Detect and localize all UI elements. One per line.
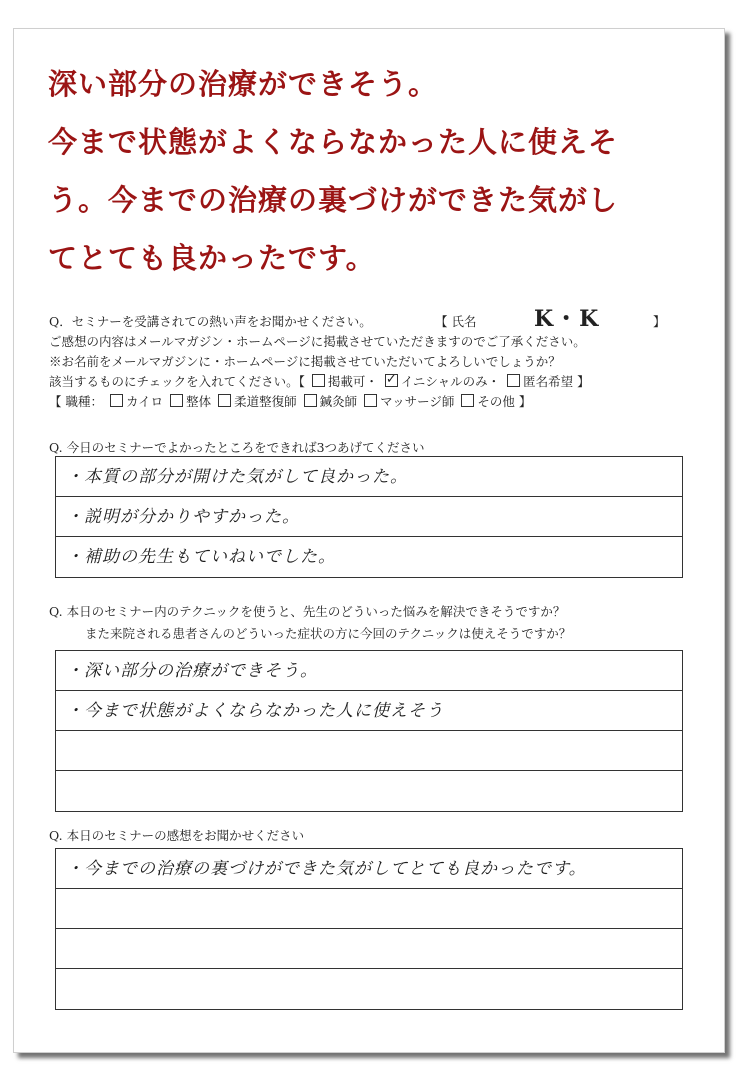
checkbox-job[interactable] [218, 394, 231, 407]
answer-line[interactable] [56, 771, 682, 811]
job-label: マッサージ師 [380, 394, 455, 409]
headline-line: 深い部分の治療ができそう。 [48, 67, 439, 101]
job-label: その他 [477, 394, 515, 409]
checkbox-job[interactable] [110, 394, 123, 407]
survey-form [43, 296, 693, 1031]
name-label: 【 氏名 [435, 314, 477, 329]
job-type-row [49, 392, 689, 412]
answer-line[interactable]: ・今までの治療の裏づけができた気がしてとても良かったです。 [56, 849, 682, 889]
consent-line-1: ご感想の内容はメールマガジン・ホームページに掲載させていただきますのでご了承ください。 [49, 334, 586, 349]
checkbox-anonymous[interactable] [507, 374, 520, 387]
answer-line[interactable] [56, 889, 682, 929]
check-label: 掲載可・ [327, 374, 378, 389]
question-1-answers [55, 456, 683, 578]
checkbox-job[interactable] [461, 394, 474, 407]
consent-line-2: ※お名前をメールマガジンに・ホームページに掲載させていただいてよろしいでしょうか？ [49, 354, 561, 369]
answer-line[interactable] [56, 929, 682, 969]
question-1-title: Q. 今日のセミナーでよかったところをできれば3つあげてください [49, 440, 425, 455]
publication-choice [49, 372, 689, 392]
answer-line[interactable] [56, 969, 682, 1009]
headline-line: 今まで状態がよくならなかった人に使えそ [48, 125, 619, 159]
checkbox-job[interactable] [304, 394, 317, 407]
job-label: 鍼灸師 [319, 394, 358, 409]
job-intro: 【 職種： [49, 394, 103, 409]
checkbox-publish[interactable] [312, 374, 325, 387]
check-label: 匿名希望 [523, 374, 574, 389]
answer-line[interactable]: ・本質の部分が開けた気がして良かった。 [56, 457, 682, 497]
question-2-title-line-2: また来院される患者さんのどういった症状の方に今回のテクニックは使えそうですか？ [85, 626, 572, 641]
check-intro: 該当するものにチェックを入れてください。【 [49, 374, 305, 389]
headline-line: てとても良かったです。 [48, 241, 376, 275]
answer-line[interactable]: ・今まで状態がよくならなかった人に使えそう [56, 691, 682, 731]
job-label: 柔道整復師 [234, 394, 297, 409]
voice-question-row [49, 306, 689, 332]
checkbox-job[interactable] [170, 394, 183, 407]
name-value: K・K [534, 306, 601, 332]
question-2-title-line-1: Q. 本日のセミナー内のテクニックを使うと、先生のどういった悩みを解決できそうですか？ [49, 604, 566, 619]
checkbox-job[interactable] [364, 394, 377, 407]
check-close: 】 [577, 374, 590, 389]
answer-line[interactable]: ・補助の先生もていねいでした。 [66, 547, 336, 567]
name-bracket: 】 [653, 314, 666, 329]
form-header [49, 306, 689, 412]
answer-line[interactable]: ・説明が分かりやすかった。 [56, 497, 682, 537]
check-label: イニシャルのみ・ [400, 374, 501, 389]
answer-line[interactable]: ・深い部分の治療ができそう。 [56, 651, 682, 691]
answer-line[interactable] [56, 731, 682, 771]
voice-question: Q．セミナーを受講されての熱い声をお聞かせください。 [49, 314, 372, 329]
job-label: 整体 [186, 394, 212, 409]
question-3-answers [55, 848, 683, 1010]
job-close: 】 [518, 394, 532, 409]
headline-quote [48, 55, 708, 287]
checkbox-initials-only[interactable] [385, 374, 398, 387]
job-label: カイロ [125, 394, 164, 409]
headline-line: う。今までの治療の裏づけができた気がし [48, 183, 619, 217]
question-2-answers [55, 650, 683, 812]
question-3-title: Q. 本日のセミナーの感想をお聞かせください [49, 828, 305, 843]
